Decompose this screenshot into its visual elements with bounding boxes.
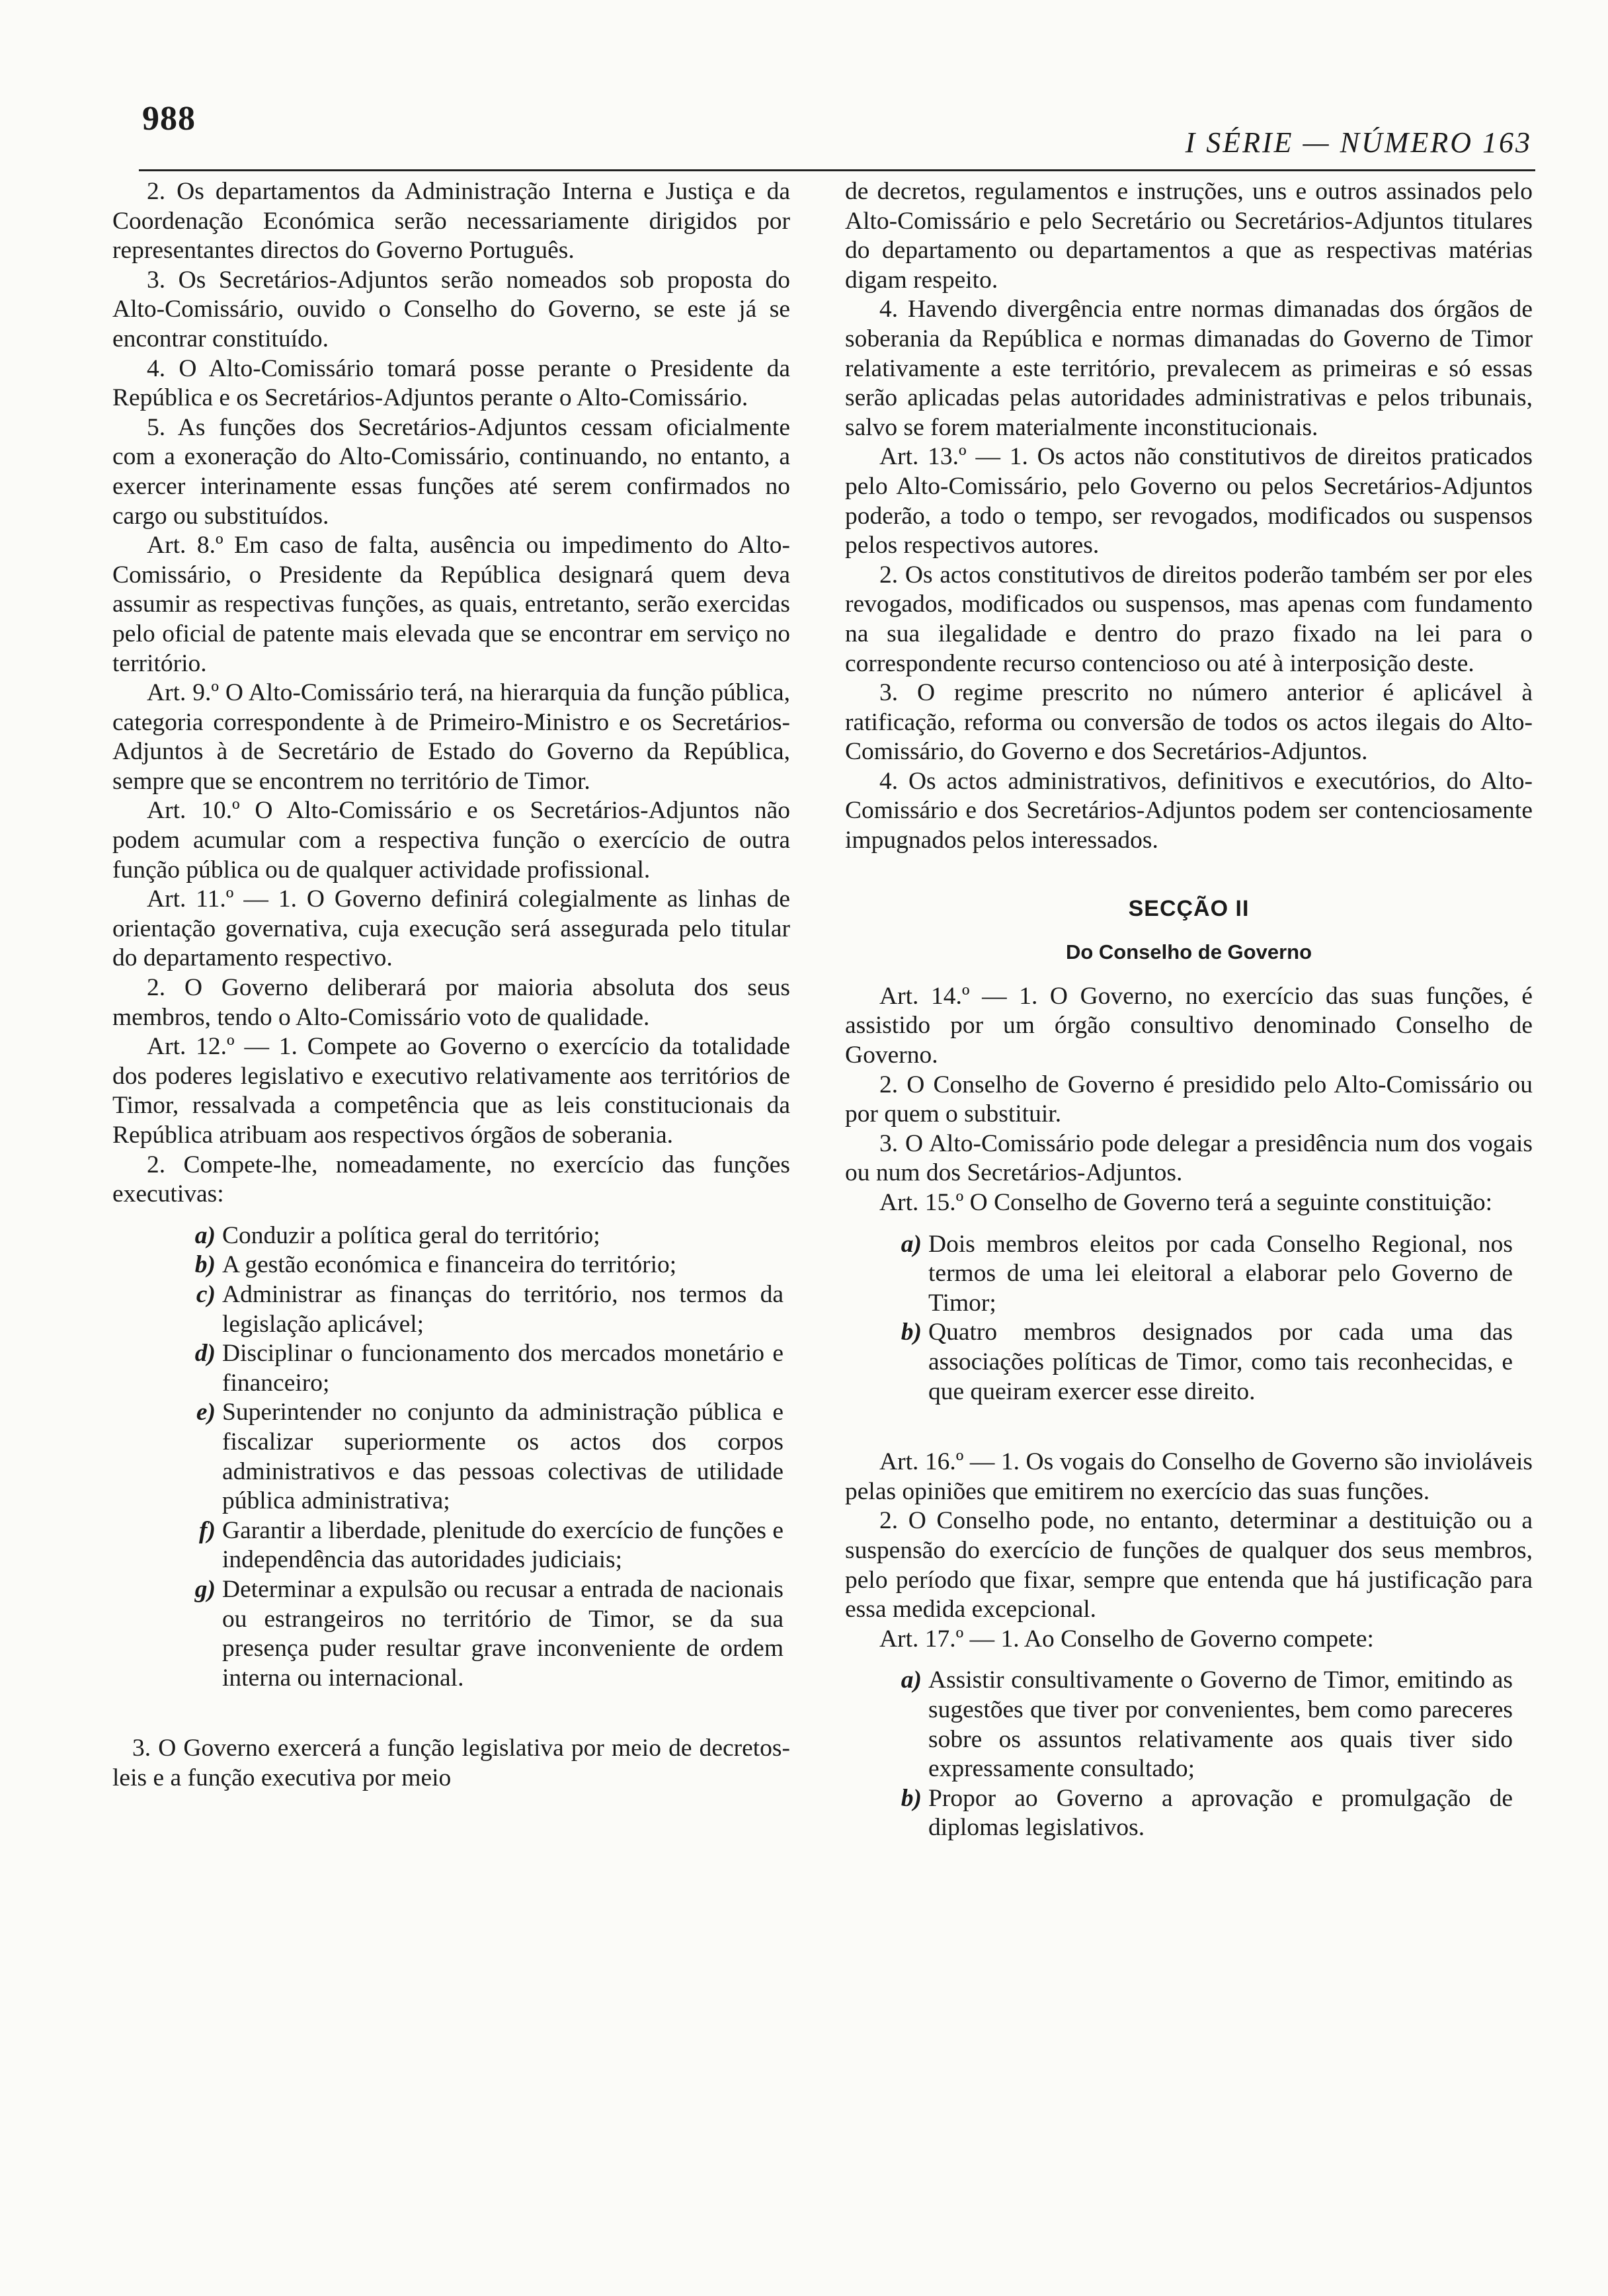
list-item: a) Assistir consultivamente o Governo de Timor, emitindo as sugestões que tiver por convenientes, bem como pareceres sobre os assuntos relativamente aos quais tiver sido expressamente consultado; — [901, 1666, 1513, 1783]
paragraph: 4. Os actos administrativos, definitivos e executórios, do Alto-Comissário e dos Secretários-Adjuntos podem ser contenciosamente impugnados pelos interessados. — [845, 767, 1533, 854]
list-item: f) Garantir a liberdade, plenitude do exercício de funções e independência das autoridades judiciais; — [199, 1516, 784, 1574]
paragraph: 2. Compete-lhe, nomeadamente, no exercício das funções executivas: — [112, 1151, 790, 1208]
paragraph: de decretos, regulamentos e instruções, uns e outros assinados pelo Alto-Comissário e pelo Secretário ou Secretários-Adjuntos titulares do departamento ou departamentos a que as respectivas matérias digam respeito. — [845, 178, 1533, 294]
right-paragraphs — [845, 177, 1533, 856]
paragraph: 2. O Conselho pode, no entanto, determinar a destituição ou a suspensão do exercício de funções de qualquer dos seus membros, pelo período que fixar, sempre que entenda que há justificação para essa medida excepcional. — [845, 1507, 1533, 1623]
list-item: b) Propor ao Governo a aprovação e promulgação de diplomas legislativos. — [901, 1784, 1513, 1842]
list-item: b) A gestão económica e financeira do território; — [194, 1251, 677, 1279]
right-paragraphs-mid — [845, 982, 1533, 1218]
list-item: a) Conduzir a política geral do território; — [194, 1221, 600, 1249]
article-10: Art. 10.º O Alto-Comissário e os Secretários-Adjuntos não podem acumular com a respectiva função o exercício de outra função pública ou de qualquer actividade profissional. — [112, 797, 790, 883]
paragraph: 5. As funções dos Secretários-Adjuntos cessam oficialmente com a exoneração do Alto-Comissário, continuando, no entanto, a exercer interinamente essas funções até serem confirmados no cargo ou substituídos. — [112, 413, 790, 530]
article-17: Art. 17.º — 1. Ao Conselho de Governo compete: — [879, 1625, 1374, 1653]
right-paragraphs-after — [845, 1448, 1533, 1654]
article-15: Art. 15.º O Conselho de Governo terá a seguinte constituição: — [879, 1189, 1493, 1216]
article-14: Art. 14.º — 1. O Governo, no exercício das suas funções, é assistido por um órgão consultivo denominado Conselho de Governo. — [845, 982, 1533, 1069]
right-column — [845, 177, 1533, 1843]
council-competences-list — [845, 1666, 1533, 1843]
paragraph: 4. Havendo divergência entre normas dimanadas dos órgãos de soberania da República e normas dimanadas do Governo de Timor relativamente a este território, prevalecem as primeiras e só essas serão aplicadas pelas autoridades administrativas e pelos tribunais, salvo se forem materialmente inconstitucionais. — [845, 296, 1533, 441]
article-9: Art. 9.º O Alto-Comissário terá, na hierarquia da função pública, categoria correspondente à de Primeiro-Ministro e os Secretários-Adjuntos à de Secretário de Estado do Governo da República, sempre que se encontrem no território de Timor. — [112, 679, 790, 795]
paragraph: 2. O Conselho de Governo é presidido pelo Alto-Comissário ou por quem o substituir. — [845, 1071, 1533, 1128]
article-13: Art. 13.º — 1. Os actos não constitutivos de direitos praticados pelo Alto-Comissário, pelo Governo ou pelos Secretários-Adjuntos poderão, a todo o tempo, ser revogados, modificados ou suspensos pelos respectivos autores. — [845, 443, 1533, 559]
article-11: Art. 11.º — 1. O Governo definirá colegialmente as linhas de orientação governativa, cuja execução será assegurada pelo titular do departamento respectivo. — [112, 885, 790, 972]
paragraph: 3. O Governo exercerá a função legislativa por meio de decretos-leis e a função executiva por meio — [112, 1735, 790, 1791]
paragraph: 4. O Alto-Comissário tomará posse perante o Presidente da República e os Secretários-Adjuntos perante o Alto-Comissário. — [112, 354, 790, 412]
article-16: Art. 16.º — 1. Os vogais do Conselho de Governo são invioláveis pelas opiniões que emitirem no exercício das suas funções. — [845, 1448, 1533, 1505]
series-label: I SÉRIE — NÚMERO 163 — [1185, 126, 1532, 159]
section-subtitle: Do Conselho de Governo — [1065, 940, 1312, 964]
left-paragraphs — [112, 177, 790, 1210]
page-number: 988 — [142, 100, 196, 138]
paragraph: 3. O Alto-Comissário pode delegar a presidência num dos vogais ou num dos Secretários-Adjuntos. — [845, 1129, 1533, 1187]
executive-functions-list — [112, 1221, 790, 1694]
council-composition-list — [845, 1230, 1533, 1407]
paragraph: 2. Os actos constitutivos de direitos poderão também ser por eles revogados, modificados ou suspensos, mas apenas com fundamento na sua ilegalidade e dentro do prazo fixado na lei para o correspondente recurso contencioso ou até à interposição deste. — [845, 561, 1533, 677]
list-item: g) Determinar a expulsão ou recusar a entrada de nacionais ou estrangeiros no território de Timor, se da sua presença puder resultar grave inconveniente de ordem interna ou internacional. — [194, 1575, 784, 1692]
list-item: c) Administrar as finanças do território, nos termos da legislação aplicável; — [196, 1280, 784, 1338]
left-column — [112, 177, 790, 1793]
list-item: a) Dois membros eleitos por cada Conselho Regional, nos termos de uma lei eleitoral a elaborar pelo Governo de Timor; — [901, 1230, 1513, 1317]
paragraph: 2. Os departamentos da Administração Interna e Justiça e da Coordenação Económica serão necessariamente dirigidos por representantes directos do Governo Português. — [112, 178, 790, 265]
paragraph: 3. O regime prescrito no número anterior é aplicável à ratificação, reforma ou conversão de todos os actos ilegais do Alto-Comissário, do Governo e dos Secretários-Adjuntos. — [845, 679, 1533, 766]
paragraph: 3. Os Secretários-Adjuntos serão nomeados sob proposta do Alto-Comissário, ouvido o Conselho do Governo, se este já se encontrar constituído. — [112, 266, 790, 352]
list-item: d) Disciplinar o funcionamento dos mercados monetário e financeiro; — [194, 1340, 784, 1397]
paragraph: 2. O Governo deliberará por maioria absoluta dos seus membros, tendo o Alto-Comissário voto de qualidade. — [112, 974, 790, 1031]
list-item: e) Superintender no conjunto da administração pública e fiscalizar superiormente os actos dos corpos administrativos e das pessoas colectivas de utilidade pública administrativa; — [196, 1399, 784, 1515]
section-title: SECÇÃO II — [1128, 895, 1250, 921]
list-item: b) Quatro membros designados por cada uma das associações políticas de Timor, como tais reconhecidas, e que queiram exercer esse direito. — [901, 1319, 1513, 1405]
header-rule — [139, 169, 1535, 171]
article-12: Art. 12.º — 1. Compete ao Governo o exercício da totalidade dos poderes legislativo e executivo relativamente aos territórios de Timor, ressalvada a competência que as leis constitucionais da República atribuam aos respectivos órgãos de soberania. — [112, 1033, 790, 1149]
article-8: Art. 8.º Em caso de falta, ausência ou impedimento do Alto-Comissário, o Presidente da República designará quem deva assumir as respectivas funções, as quais, entretanto, serão exercidas pelo oficial de patente mais elevada que se encontrar em serviço no território. — [112, 532, 790, 677]
